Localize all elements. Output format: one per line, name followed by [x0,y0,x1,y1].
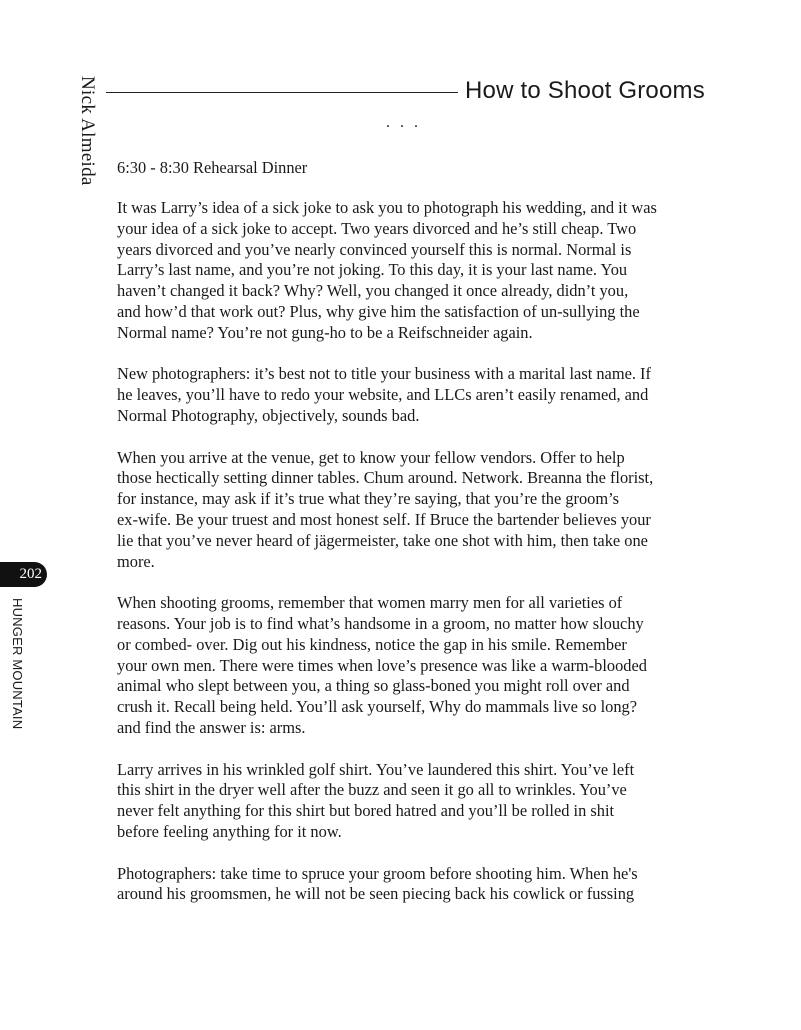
section-break: . . . [386,114,421,131]
paragraph: It was Larry’s idea of a sick joke to ask you to photograph his wedding, and it was your idea of a sick joke to accept. Two years divorced and he’s still cheap. Two years divorced and you’ve nearly convinced yourself this is normal. Normal is Larry’s last name, and you’re not joking. To this day, it is your last name. You haven’t changed it back? Why? Well, you changed it once already, didn’t you, and how’d that work out? Plus, why give him the satisfaction of un-sullying the Normal name? You’re not gung-ho to be a Reifschneider again. [117,198,657,342]
page-number-badge: 202 [0,562,47,587]
article-body [117,198,687,926]
header-rule [106,92,458,93]
paragraph: When you arrive at the venue, get to know your fellow vendors. Offer to help those hectically setting dinner tables. Chum around. Network. Breanna the florist, for instance, may ask if it’s true what they’re saying, that you’re the groom’s ex-wife. Be your truest and most honest self. If Bruce the bartender believes your lie that you’ve never heard of jägermeister, take one shot with him, then take one more. [117,447,654,571]
paragraph: When shooting grooms, remember that women marry men for all varieties of reasons. Your job is to find what’s handsome in a groom, no matter how slouchy or combed- over. Dig out his kindness, notice the gap in his smile. Remember your own men. There were times when love’s presence was like a warm-blooded animal who slept between you, a thing so glass-boned you might roll over and crush it. Recall being held. You’ll ask yourself, Why do mammals live so long? and find the answer is: arms. [117,593,647,737]
magazine-name: HUNGER MOUNTAIN [10,598,25,730]
section-heading: 6:30 - 8:30 Rehearsal Dinner [117,158,308,177]
paragraph: Photographers: take time to spruce your groom before shooting him. When he's around his groomsmen, he will not be seen piecing back his cowlick or fussing [117,863,638,904]
paragraph: Larry arrives in his wrinkled golf shirt. You’ve laundered this shirt. You’ve left this shirt in the dryer well after the buzz and seen it go all to wrinkles. You’ve never felt anything for this shirt but bored hatred and you’ll be rolled in shit before feeling anything for it now. [117,759,635,841]
running-title: How to Shoot Grooms [465,77,705,104]
author-name: Nick Almeida [77,76,98,186]
paragraph: New photographers: it’s best not to title your business with a marital last name. If he leaves, you’ll have to redo your website, and LLCs aren’t easily renamed, and Normal Photography, objectively, sounds bad. [117,364,651,425]
